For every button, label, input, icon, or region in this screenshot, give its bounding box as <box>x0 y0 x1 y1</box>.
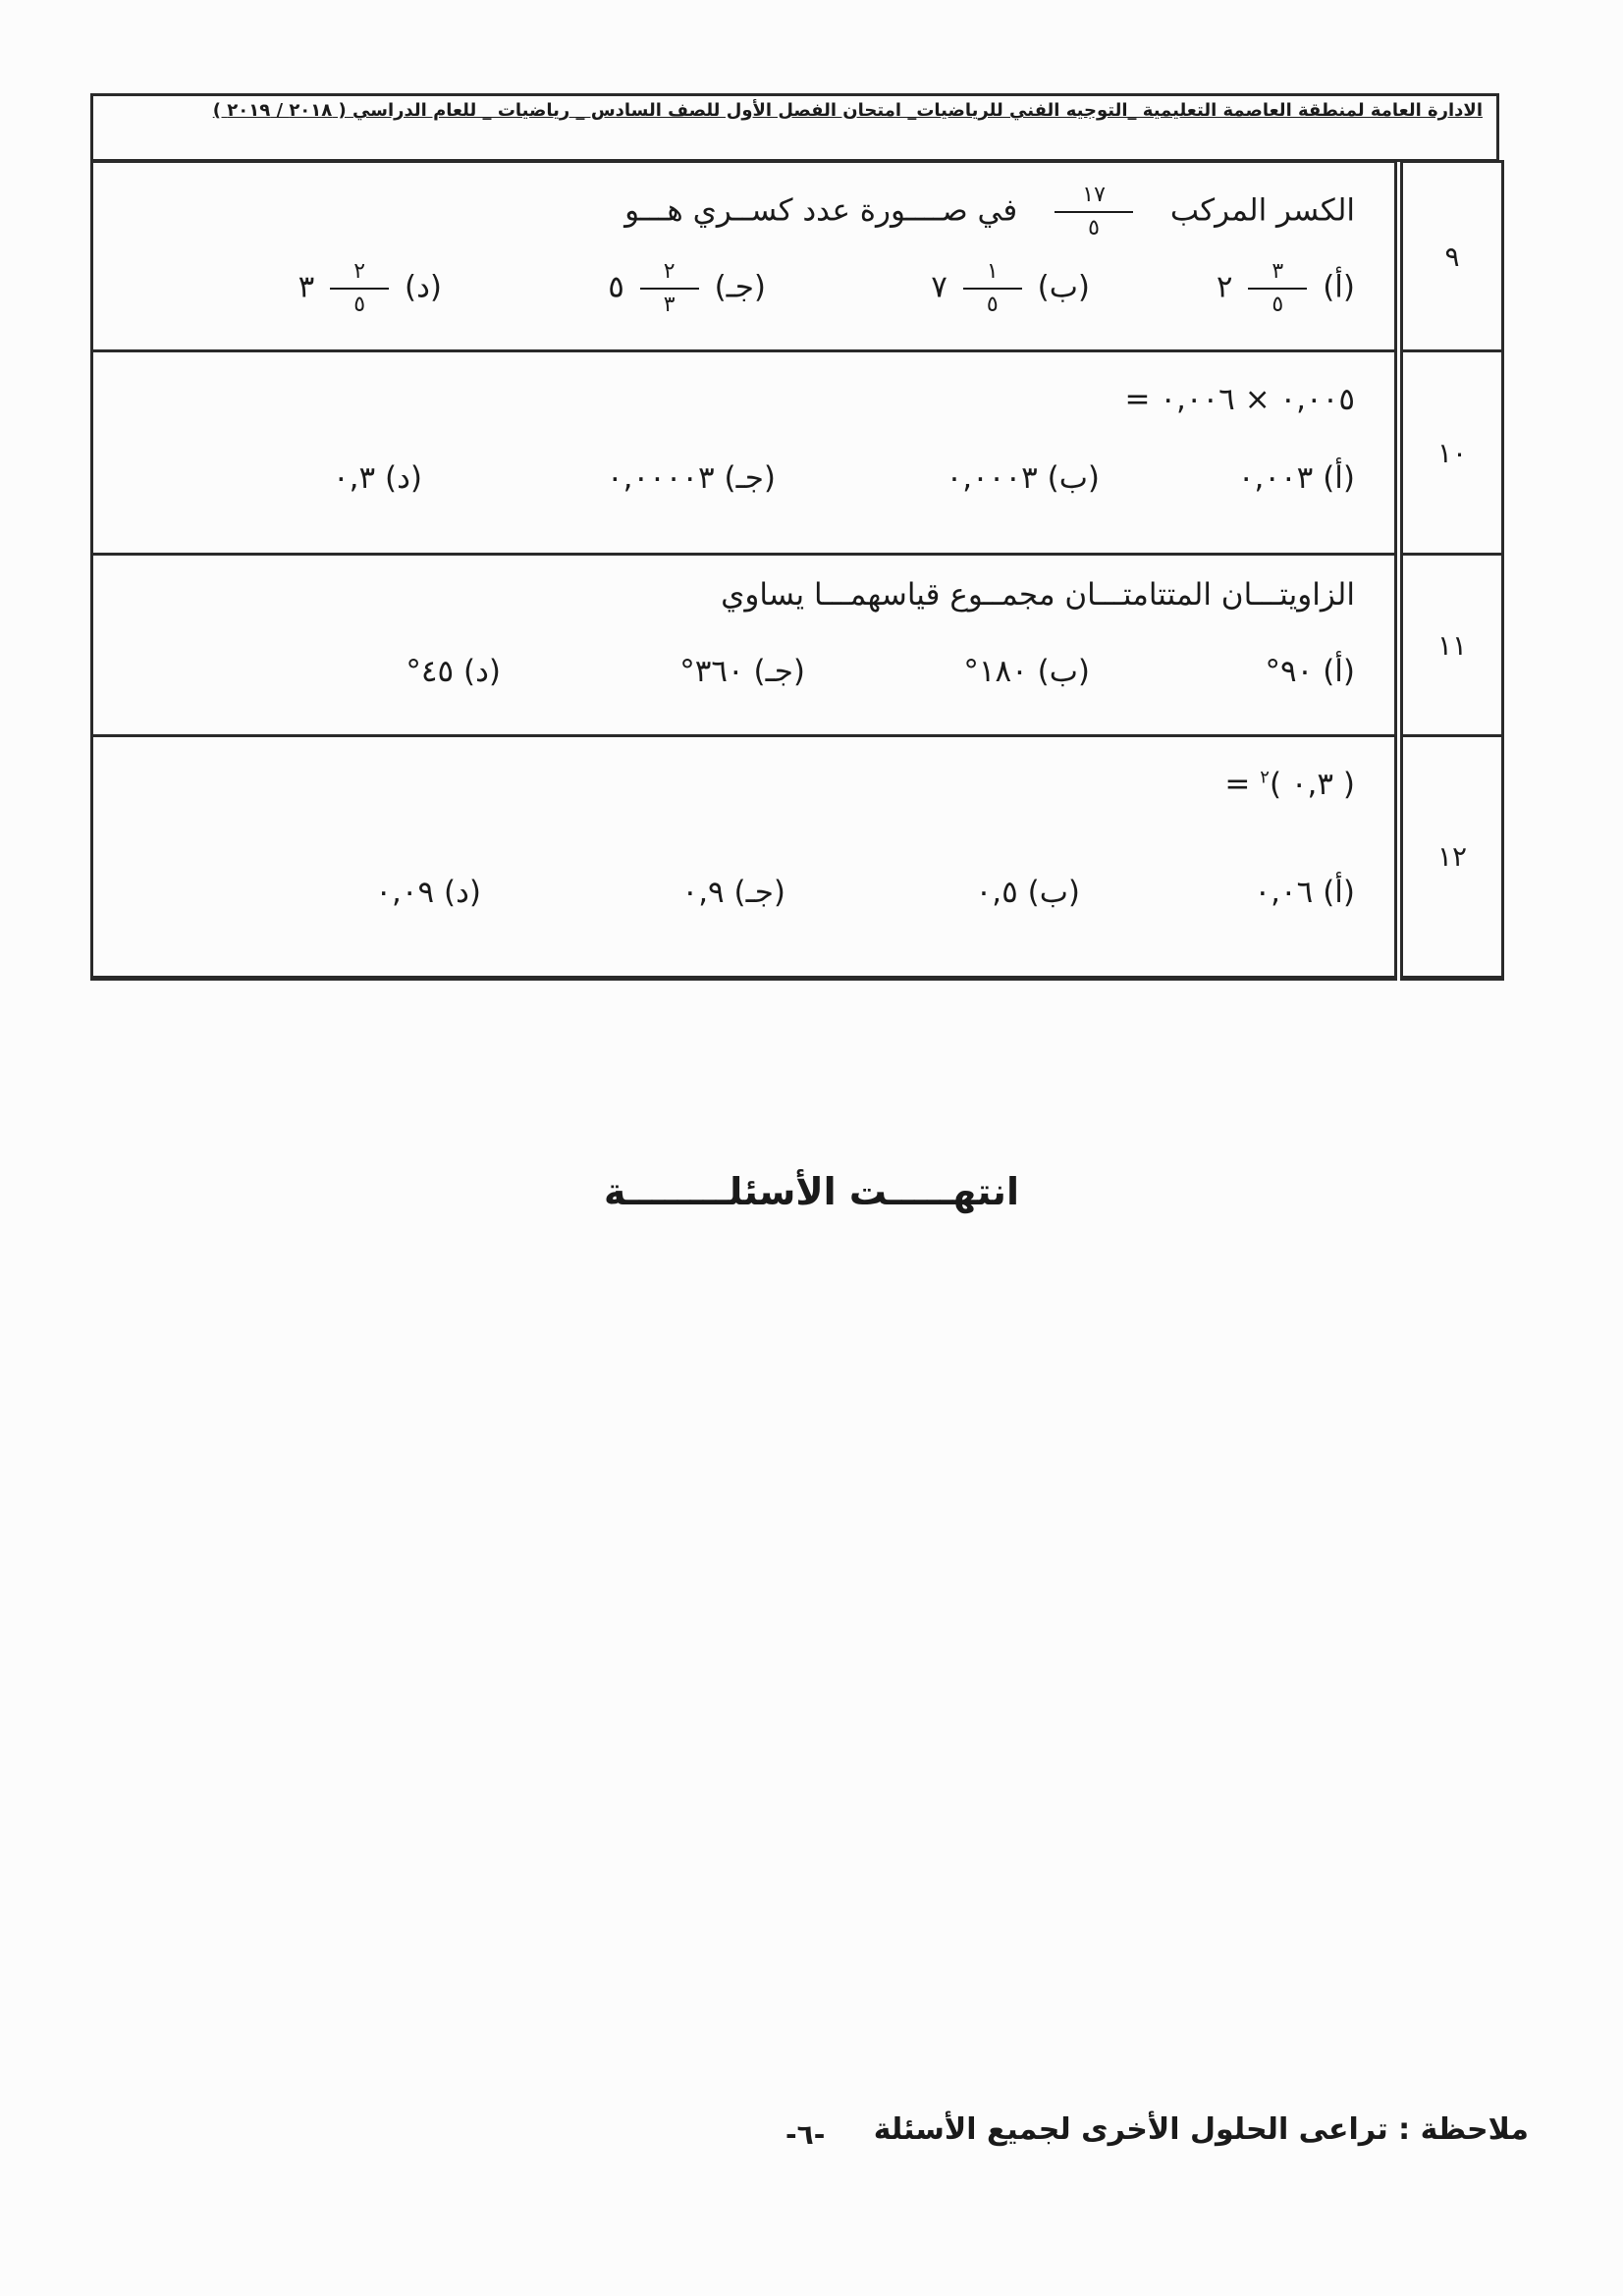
option-a[interactable]: (أ) ٩٠° <box>1265 654 1355 689</box>
grading-note: ملاحظة : تراعى الحلول الأخرى لجميع الأسئلة <box>873 2112 1529 2147</box>
option-b[interactable]: (ب) ٠,٠٠٠٣ <box>946 460 1100 496</box>
option-c[interactable]: (جـ) ٠,٩ <box>681 875 785 910</box>
page-number: -٦- <box>785 2118 826 2151</box>
questions-table <box>90 160 1504 981</box>
end-of-questions-title: انتهـــــت الأسئلــــــــة <box>604 1170 1019 1213</box>
question-row-10 <box>92 351 1503 555</box>
question-row-9 <box>92 162 1503 351</box>
option-d[interactable]: (د) ٠,٠٩ <box>375 875 481 910</box>
question-stem: ( ٠,٣ )$^٢$ = <box>1224 767 1355 802</box>
fraction: $\frac{١٧}{٥}$ <box>1055 185 1133 240</box>
option-b[interactable]: (ب) ٠,٥ <box>975 875 1080 910</box>
question-body <box>92 351 1399 555</box>
question-number: ١١ <box>1399 555 1503 736</box>
question-body <box>92 736 1399 979</box>
option-c[interactable]: (جـ) $\frac{٢}{٣}$ ٥ <box>608 259 766 317</box>
question-number: ١٠ <box>1399 351 1503 555</box>
option-a[interactable]: (أ) $\frac{٣}{٥}$ ٢ <box>1216 259 1355 317</box>
option-b[interactable]: (ب) ١٨٠° <box>963 654 1090 689</box>
option-a[interactable]: (أ) ٠,٠٠٣ <box>1237 460 1355 496</box>
option-b[interactable]: (ب) $\frac{١}{٥}$ ٧ <box>931 259 1090 317</box>
question-number: ٩ <box>1399 162 1503 351</box>
option-d[interactable]: (د) ٤٥° <box>406 654 501 689</box>
option-c[interactable]: (جـ) ٠,٠٠٠٠٣ <box>606 460 776 496</box>
exam-header <box>90 93 1499 162</box>
option-d[interactable]: (د) ٠,٣ <box>332 460 422 496</box>
question-row-11 <box>92 555 1503 736</box>
question-stem: ٠,٠٠٥ × ٠,٠٠٦ = <box>1124 382 1355 417</box>
option-a[interactable]: (أ) ٠,٠٦ <box>1254 875 1355 910</box>
question-body <box>92 162 1399 351</box>
header-text: الادارة العامة لمنطقة العاصمة التعليمية _التوجيه الفني للرياضيات_ امتحان الفصل الأول للصف السادس _ رياضيات _ للعام الدراسي ( ٢٠١٨ / ٢٠١٩ ) <box>212 100 1483 121</box>
option-d[interactable]: (د) $\frac{٢}{٥}$ ٣ <box>298 259 442 317</box>
question-body <box>92 555 1399 736</box>
option-c[interactable]: (جـ) ٣٦٠° <box>679 654 805 689</box>
question-row-12 <box>92 736 1503 979</box>
question-number: ١٢ <box>1399 736 1503 979</box>
question-stem: الكسر المركب $\frac{١٧}{٥}$ في صــــورة عدد كســري هـــو <box>624 183 1355 240</box>
question-stem: الزاويتـــان المتتامتـــان مجمــوع قياسهمـــا يساوي <box>721 577 1355 613</box>
